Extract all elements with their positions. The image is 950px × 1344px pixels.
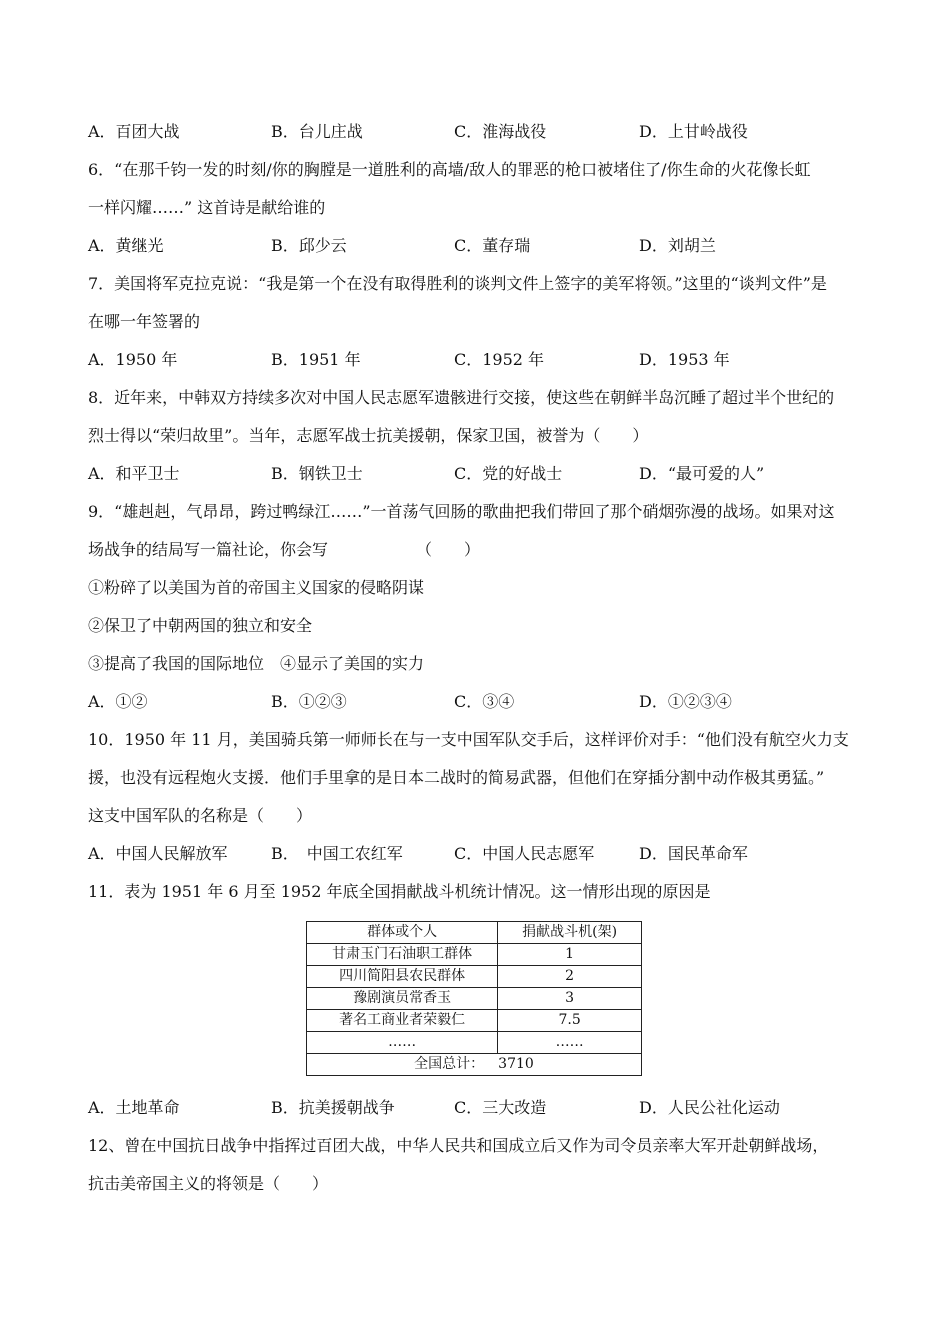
table-header-row <box>307 922 642 944</box>
q8-option-a[interactable]: A．和平卫士 <box>88 464 180 483</box>
q6-stem-line: 6．“在那千钧一发的时刻/你的胸膛是一道胜利的高墙/敌人的罪恶的枪口被堵住了/你生命的火花像长虹 <box>88 160 811 179</box>
table-cell: …… <box>307 1032 498 1054</box>
table-cell: 7.5 <box>498 1010 642 1032</box>
q9-statement: ①粉碎了以美国为首的帝国主义国家的侵略阴谋 <box>88 578 425 597</box>
table-row <box>307 1032 642 1054</box>
q7-option-c[interactable]: C．1952 年 <box>454 350 545 369</box>
total-label: 全国总计： <box>414 1056 485 1072</box>
q6-option-d[interactable]: D．刘胡兰 <box>639 236 716 255</box>
q6-stem-line: 一样闪耀……” 这首诗是献给谁的 <box>88 198 326 217</box>
table-total-cell <box>307 1054 642 1076</box>
q8-options <box>88 464 868 484</box>
q10-option-a[interactable]: A．中国人民解放军 <box>88 844 228 863</box>
q10-option-c[interactable]: C．中国人民志愿军 <box>454 844 595 863</box>
q9-statement: ②保卫了中朝两国的独立和安全 <box>88 616 313 635</box>
table-row <box>307 1010 642 1032</box>
q5-option-a[interactable]: A．百团大战 <box>88 122 180 141</box>
q12-stem-line: 12、曾在中国抗日战争中指挥过百团大战，中华人民共和国成立后又作为司令员亲率大军开赴朝鲜战场， <box>88 1136 829 1155</box>
donation-table <box>306 921 642 1076</box>
q5-options <box>88 122 868 142</box>
table-total-row <box>307 1054 642 1076</box>
q8-stem-line: 烈士得以“荣归故里”。当年，志愿军战士抗美援朝，保家卫国，被誉为（ ） <box>88 426 649 445</box>
q7-stem-line: 在哪一年签署的 <box>88 312 201 331</box>
q6-option-b[interactable]: B．邱少云 <box>271 236 347 255</box>
table-cell: 2 <box>498 966 642 988</box>
q7-option-b[interactable]: B．1951 年 <box>271 350 361 369</box>
table-cell: 甘肃玉门石油职工群体 <box>307 944 498 966</box>
q9-option-a[interactable]: A．①② <box>88 692 148 711</box>
q7-options <box>88 350 868 370</box>
q11-option-c[interactable]: C．三大改造 <box>454 1098 547 1117</box>
q8-stem-line: 8．近年来，中韩双方持续多次对中国人民志愿军遗骸进行交接，使这些在朝鲜半岛沉睡了超过半个世纪的 <box>88 388 835 407</box>
table-row <box>307 944 642 966</box>
q11-option-a[interactable]: A．土地革命 <box>88 1098 180 1117</box>
total-value: 3710 <box>498 1056 534 1072</box>
table-cell: 著名工商业者荣毅仁 <box>307 1010 498 1032</box>
q7-stem-line: 7．美国将军克拉克说：“我是第一个在没有取得胜利的谈判文件上签字的美军将领。”这里的“谈判文件”是 <box>88 274 827 293</box>
table-header-cell: 群体或个人 <box>307 922 498 944</box>
q5-option-b[interactable]: B．台儿庄战 <box>271 122 363 141</box>
q9-stem-line: 9．“雄赳赳，气昂昂，跨过鸭绿江……”一首荡气回肠的歌曲把我们带回了那个硝烟弥漫的战场。如果对这 <box>88 502 835 521</box>
table-cell: …… <box>498 1032 642 1054</box>
q9-options <box>88 692 868 712</box>
q10-stem-line: 这支中国军队的名称是（ ） <box>88 806 313 825</box>
q10-option-b[interactable]: B． 中国工农红军 <box>271 844 403 863</box>
q10-stem-line: 援，也没有远程炮火支援．他们手里拿的是日本二战时的简易武器，但他们在穿插分割中动作极其勇猛。” <box>88 768 825 787</box>
q12-stem-line: 抗击美帝国主义的将领是（ ） <box>88 1174 329 1193</box>
q8-option-b[interactable]: B．钢铁卫士 <box>271 464 363 483</box>
q6-options <box>88 236 868 256</box>
q11-stem-line: 11．表为 1951 年 6 月至 1952 年底全国捐献战斗机统计情况。这一情形出现的原因是 <box>88 882 711 901</box>
q10-stem-line: 10．1950 年 11 月，美国骑兵第一师师长在与一支中国军队交手后，这样评价对手：“他们没有航空火力支 <box>88 730 849 749</box>
table-cell: 3 <box>498 988 642 1010</box>
q9-statement: ③提高了我国的国际地位 ④显示了美国的实力 <box>88 654 425 673</box>
q11-option-d[interactable]: D．人民公社化运动 <box>639 1098 780 1117</box>
q9-option-d[interactable]: D．①②③④ <box>639 692 732 711</box>
q7-option-d[interactable]: D．1953 年 <box>639 350 730 369</box>
table-row <box>307 988 642 1010</box>
q6-option-a[interactable]: A．黄继光 <box>88 236 164 255</box>
q5-option-d[interactable]: D．上甘岭战役 <box>639 122 748 141</box>
q5-option-c[interactable]: C．淮海战役 <box>454 122 547 141</box>
table-row <box>307 966 642 988</box>
q6-option-c[interactable]: C．董存瑞 <box>454 236 531 255</box>
q9-option-c[interactable]: C．③④ <box>454 692 515 711</box>
q10-options <box>88 844 868 864</box>
q10-option-d[interactable]: D．国民革命军 <box>639 844 748 863</box>
q8-option-c[interactable]: C．党的好战士 <box>454 464 563 483</box>
table-cell: 1 <box>498 944 642 966</box>
table-cell: 四川简阳县农民群体 <box>307 966 498 988</box>
table-cell: 豫剧演员常香玉 <box>307 988 498 1010</box>
q11-options <box>88 1098 868 1118</box>
q8-option-d[interactable]: D．“最可爱的人” <box>639 464 765 483</box>
q9-stem-line: 场战争的结局写一篇社论，你会写 （ ） <box>88 540 481 559</box>
q9-option-b[interactable]: B．①②③ <box>271 692 347 711</box>
q11-option-b[interactable]: B．抗美援朝战争 <box>271 1098 395 1117</box>
table-header-cell: 捐献战斗机(架) <box>498 922 642 944</box>
q7-option-a[interactable]: A．1950 年 <box>88 350 178 369</box>
